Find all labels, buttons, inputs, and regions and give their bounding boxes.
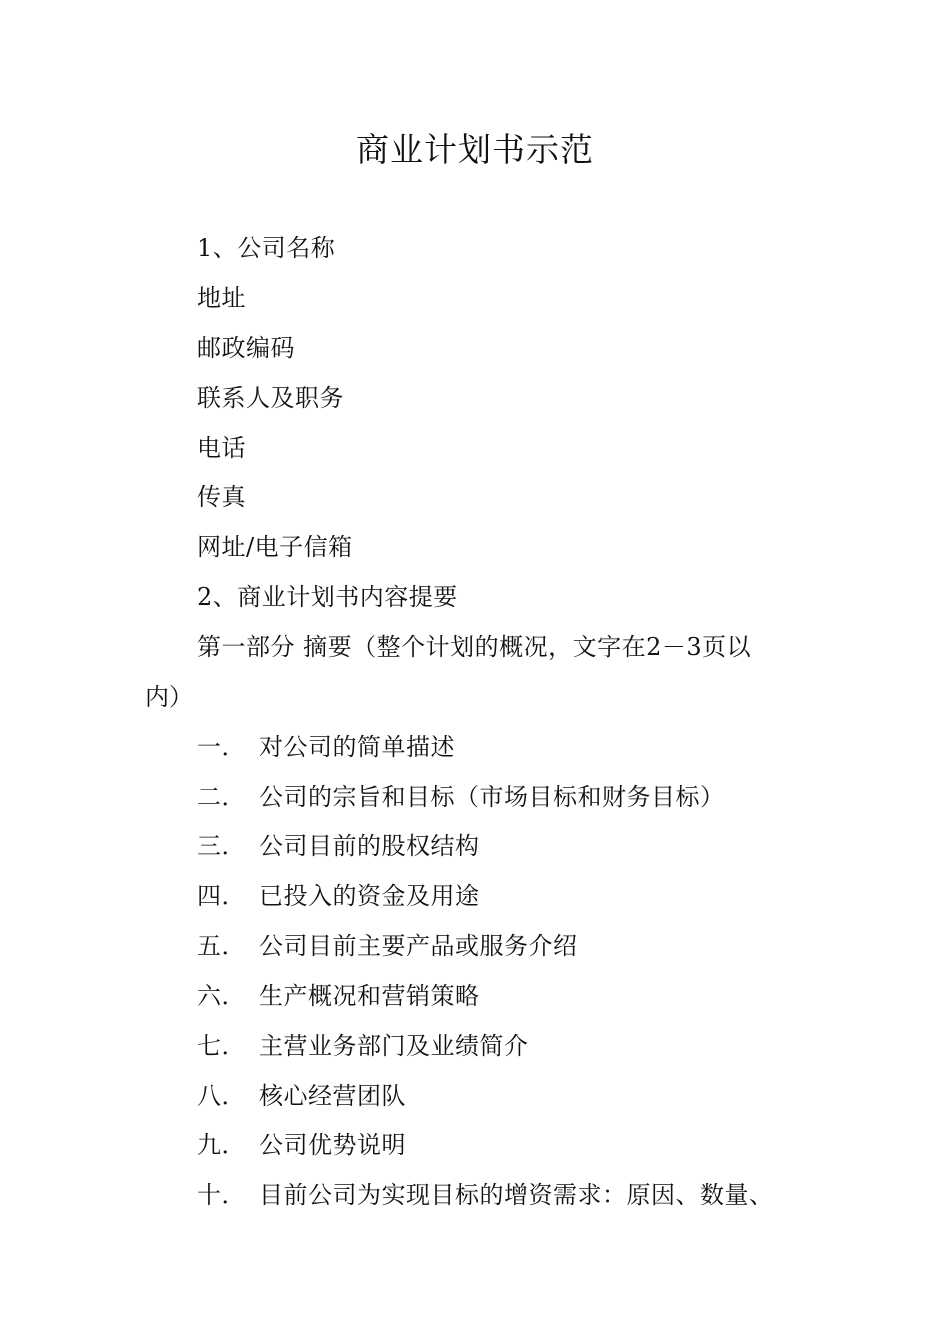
part-one-line-2: 内） — [145, 683, 193, 711]
list-item — [197, 731, 455, 763]
list-item-text: 核心经营团队 — [259, 1082, 406, 1110]
field-postal-code: 邮政编码 — [197, 334, 295, 362]
list-item — [197, 830, 480, 862]
list-item — [197, 1129, 406, 1161]
field-fax: 传真 — [197, 483, 246, 511]
list-item-number: 七． — [197, 1032, 246, 1060]
company-name-heading: 1、公司名称 — [197, 234, 336, 262]
list-item-number: 二． — [197, 783, 246, 811]
list-item — [197, 930, 578, 962]
list-item — [197, 1030, 529, 1062]
list-item-number: 九． — [197, 1131, 246, 1159]
list-item-text: 生产概况和营销策略 — [259, 982, 480, 1010]
list-item-text: 目前公司为实现目标的增资需求：原因、数量、 — [259, 1181, 774, 1209]
list-item-text: 主营业务部门及业绩简介 — [259, 1032, 529, 1060]
field-contact-person: 联系人及职务 — [197, 384, 344, 412]
list-item-number: 三． — [197, 832, 246, 860]
list-item-number: 一． — [197, 733, 246, 761]
list-item-text: 公司的宗旨和目标（市场目标和财务目标） — [259, 783, 725, 811]
list-item-number: 十． — [197, 1181, 246, 1209]
list-item-text: 对公司的简单描述 — [259, 733, 455, 761]
list-item — [197, 1080, 406, 1112]
part-one-line-1: 第一部分 摘要（整个计划的概况，文字在2－3页以 — [197, 633, 752, 661]
list-item — [197, 880, 480, 912]
list-item-text: 公司优势说明 — [259, 1131, 406, 1159]
list-item-number: 五． — [197, 932, 246, 960]
list-item-number: 四． — [197, 882, 246, 910]
list-item-number: 八． — [197, 1082, 246, 1110]
field-website-email: 网址/电子信箱 — [197, 533, 353, 561]
field-address: 地址 — [197, 284, 246, 312]
list-item-number: 六． — [197, 982, 246, 1010]
list-item — [197, 781, 725, 813]
content-summary-heading: 2、商业计划书内容提要 — [197, 583, 458, 611]
list-item-text: 公司目前主要产品或服务介绍 — [259, 932, 578, 960]
list-item-text: 公司目前的股权结构 — [259, 832, 480, 860]
list-item — [197, 980, 480, 1012]
list-item-text: 已投入的资金及用途 — [259, 882, 480, 910]
field-phone: 电话 — [197, 434, 246, 462]
document-title: 商业计划书示范 — [356, 130, 594, 169]
list-item — [197, 1179, 774, 1211]
